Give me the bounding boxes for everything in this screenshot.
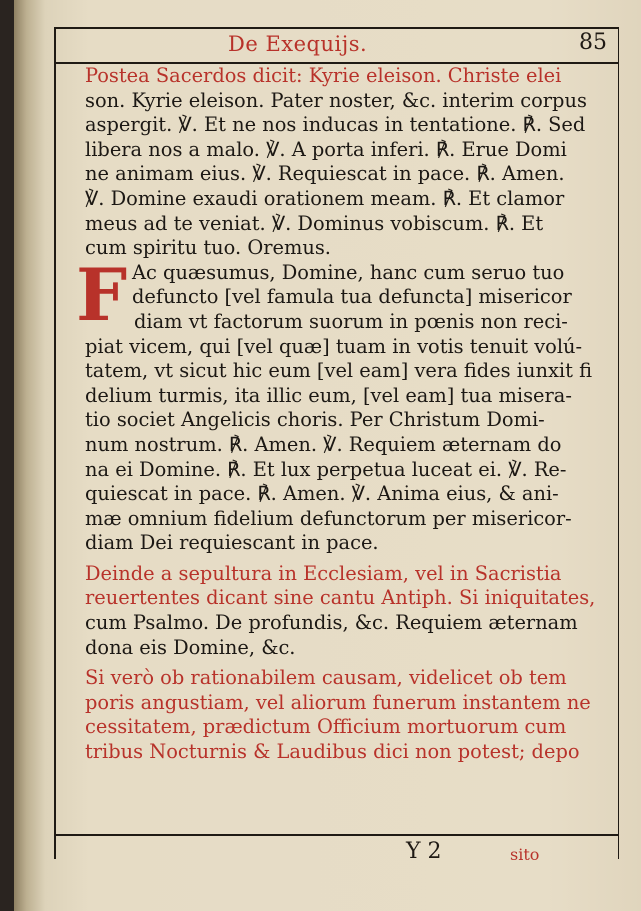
prayer-line: piat vicem, qui [vel quæ] tuam in votis tenuit volú-	[85, 334, 583, 358]
prayer-line: na ei Domine. ℟. Et lux perpetua luceat ei. ℣. Re-	[85, 457, 567, 481]
left-rule	[54, 27, 56, 859]
rubric-line: tribus Nocturnis & Laudibus dici non potest; depo	[85, 740, 580, 764]
right-rule	[618, 27, 620, 859]
rubric-line: poris angustiam, vel aliorum funerum instantem ne	[85, 690, 591, 714]
bottom-rule	[54, 834, 619, 836]
prayer-line: diam vt factorum suorum in pœnis non reci-	[134, 309, 568, 333]
catchword: sito	[510, 845, 540, 864]
text-line: son. Kyrie eleison. Pater noster, &c. interim corpus	[85, 88, 587, 112]
rubric-line: cessitatem, prædictum Officium mortuorum cum	[85, 715, 567, 739]
top-rule	[54, 27, 619, 29]
running-title: De Exequijs.	[228, 32, 368, 56]
text-line: Postea Sacerdos dicit: Kyrie eleison. Christe elei	[85, 64, 562, 87]
prayer-line: quiescat in pace. ℟. Amen. ℣. Anima eius, & ani-	[85, 482, 559, 506]
page-number: 85	[579, 30, 607, 55]
prayer-line: Ac quæsumus, Domine, hanc cum seruo tuo	[132, 260, 565, 284]
rubric-line: cum Psalmo. De profundis, &c. Requiem æternam	[85, 611, 578, 635]
rubric-line: dona eis Domine, &c.	[85, 635, 296, 659]
text-line: ℣. Domine exaudi orationem meam. ℟. Et clamor	[85, 186, 565, 210]
prayer-line: diam Dei requiescant in pace.	[85, 531, 379, 555]
text-line: libera nos a malo. ℣. A porta inferi. ℟. Erue Domi	[85, 137, 567, 161]
book-page	[14, 0, 641, 911]
prayer-line: defuncto [vel famula tua defuncta] misericor	[132, 285, 572, 309]
signature-mark: Y 2	[406, 839, 442, 864]
text-line: cum spiritu tuo. Oremus.	[85, 236, 331, 260]
text-block	[76, 64, 596, 765]
prayer-line: mæ omnium fidelium defunctorum per misericor-	[85, 506, 572, 530]
drop-cap: F	[76, 251, 128, 337]
prayer-paragraph	[76, 251, 593, 556]
rubric-line: Deinde a sepultura in Ecclesiam, vel in Sacristia	[85, 561, 562, 585]
text-line: meus ad te veniat. ℣. Dominus vobiscum. ℟. Et	[85, 211, 544, 235]
prayer-line: tio societ Angelicis choris. Per Christum Domi-	[85, 408, 545, 432]
prayer-line: tatem, vt sicut hic eum [vel eam] vera fides iunxit fi	[85, 359, 593, 383]
text-line: aspergit. ℣. Et ne nos inducas in tentatione. ℟. Sed	[85, 113, 586, 137]
prayer-line: num nostrum. ℟. Amen. ℣. Requiem æternam do	[85, 432, 562, 456]
text-line: ne animam eius. ℣. Requiescat in pace. ℟. Amen.	[85, 162, 565, 186]
rubric-line: reuertentes dicant sine cantu Antiph. Si iniquitates,	[85, 586, 596, 610]
prayer-line: delium turmis, ita illic eum, [vel eam] tua misera-	[85, 383, 572, 407]
rubric-line: Si verò ob rationabilem causam, videlicet ob tem	[85, 666, 567, 690]
